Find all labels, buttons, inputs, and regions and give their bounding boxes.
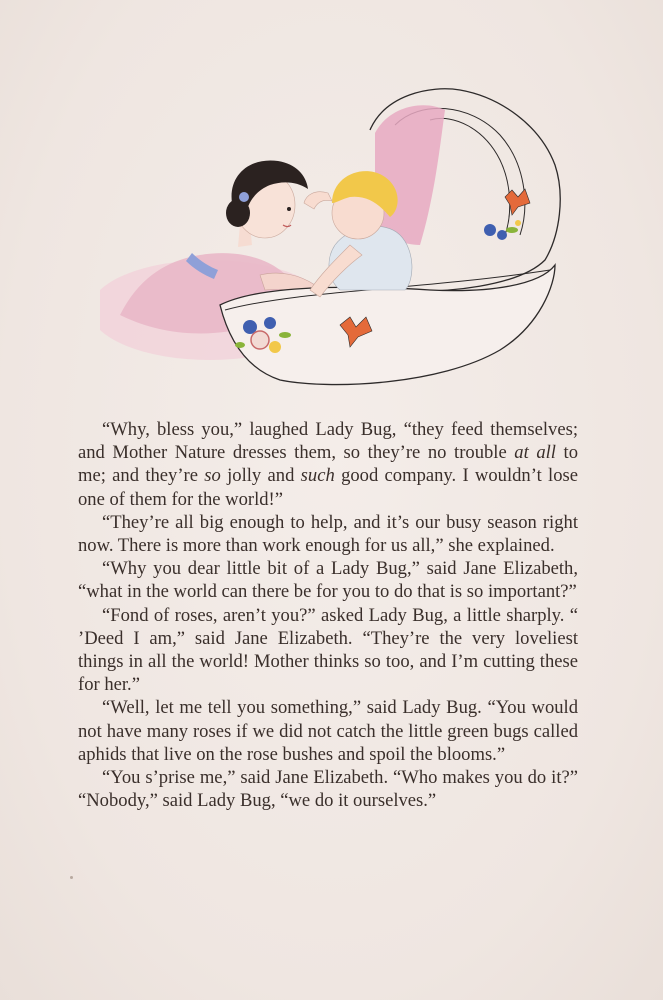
baby-hand-to-girl: [304, 192, 332, 209]
carriage-hood-rib-2: [430, 118, 510, 235]
girl-eye: [287, 207, 291, 211]
flower-decoration-right: [484, 220, 521, 240]
paragraph-text: “They’re all big enough to help, and it’s our busy season right now. There is more than work enough for us all,” she explained.: [78, 511, 578, 557]
emphasized-text: so: [204, 465, 221, 487]
paragraph-text: to me; and they’re: [78, 442, 578, 487]
paragraph-text: jolly and: [220, 465, 301, 487]
carriage-lining: [375, 105, 445, 245]
story-paragraph: [78, 557, 578, 603]
girl-hair-bun: [226, 199, 250, 227]
paragraph-text: “Why you dear little bit of a Lady Bug,” said Jane Elizabeth, “what in the world can there be for you to do that is so important?”: [78, 558, 578, 603]
paragraph-text: “Well, let me tell you something,” said Lady Bug. “You would not have many roses if we did not catch the little green bugs called aphids that live on the rose bushes and spoil the blooms.”: [78, 697, 578, 765]
butterfly-icon: [505, 189, 530, 215]
story-paragraph: [78, 604, 578, 697]
girl-hair-bow: [239, 192, 249, 202]
carriage-illustration: [100, 85, 570, 395]
emphasized-text: such: [300, 465, 335, 487]
paragraph-text: good company. I wouldn’t lose one of them for the world!”: [78, 465, 578, 510]
story-paragraph: [78, 511, 578, 557]
story-paragraph: [78, 418, 578, 511]
story-text: [78, 418, 578, 812]
emphasized-text: at all: [514, 442, 556, 464]
paper-speck: [70, 876, 73, 879]
paragraph-text: “Fond of roses, aren’t you?” asked Lady Bug, a little sharply. “ ’Deed I am,” said Jane Elizabeth. “They’re the very loveliest things in all the world! Mother thinks so too, and I’m cutting these for her.”: [78, 604, 578, 696]
paragraph-text: “Why, bless you,” laughed Lady Bug, “they feed themselves; and Mother Nature dresses them, so they’re no trouble: [78, 419, 578, 464]
paragraph-text: “You s’prise me,” said Jane Elizabeth. “Who makes you do it?” “Nobody,” said Lady Bug, “we do it ourselves.”: [78, 767, 578, 812]
story-paragraph: [78, 696, 578, 766]
story-paragraph: [78, 766, 578, 812]
